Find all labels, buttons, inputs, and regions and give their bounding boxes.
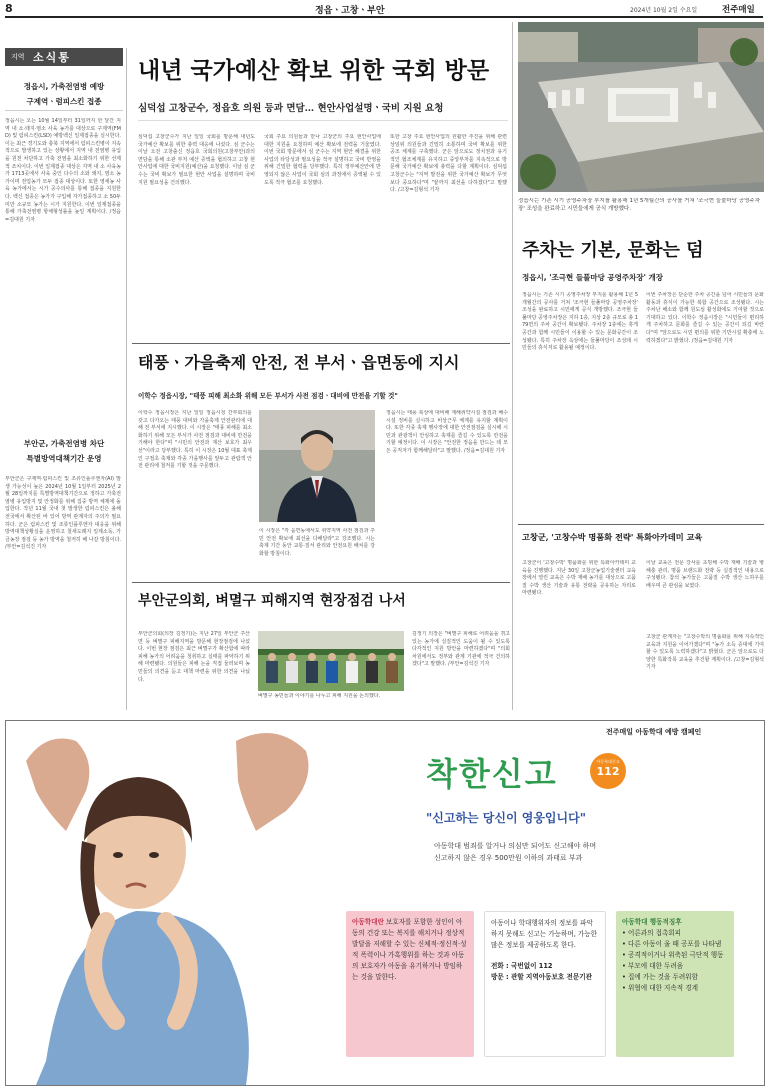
masthead-rule — [5, 16, 763, 18]
box3-title: 아동학대 행동적징후 — [622, 918, 682, 926]
ad-line2: 신고하지 않은 경우 500만원 이하의 과태료 부과 — [434, 854, 583, 862]
campaign-ad — [5, 720, 765, 1086]
ad-top-label: 전주매일 아동학대 예방 캠페인 — [606, 728, 702, 736]
parking-lot-photo — [518, 22, 764, 192]
ad-line1: 아동학대 범죄를 알거나 의심만 되어도 신고해야 하며 — [434, 842, 597, 850]
divider — [132, 582, 510, 583]
sidebar-item-subtitle: 특별방역대책기간 운영 — [26, 454, 102, 463]
sidebar-tag-region: 지역 — [11, 53, 25, 61]
buan-headline: 부안군의회, 벼멸구 피해지역 현장점검 나서 — [138, 593, 406, 609]
gochang-body-col1: 고창군이 '고창수박' 명품화를 위한 특화아카데미 교육을 진행했다. 지난 30일 고창군농업기술센터 교육장에서 열린 교육은 수박 재배 농가를 대상으로 고품질 수박 생산 기술과 유통 전략을 공유하는 자리로 마련됐다. — [522, 560, 636, 597]
badge-top-text: 아동학대신고 — [596, 759, 620, 764]
divider — [132, 343, 510, 344]
sidebar-item-body: 정읍시는 오는 10월 14일부터 31일까지 한 달간 지역 내 소·돼지·염소 사육 농가를 대상으로 구제역(FMD) 및 럼피스킨(LSD) 예방백신 일제접종을 실시한다. 이는 최근 경기도와 충북 지역에서 럼피스킨병이 지속적으로 발생하고 있는 상황에서 지역 내 전염병 유입을 원천 차단하고 가축 전염을 최소화하기 위한 선제적 조치이다. 이번 일제접종 대상은 지역 내 소 사육농가 1713곳에서 사육 중인 다수의 소와 돼지, 염소 농가이며 전업농가 모두 접종 대상이다. 또한 영세농 사육 농가에서는 시가 공수의사를 통해 접종을 지원한다. 백신 접종은 농가가 구입해 자가접종하고 소 50두 미만 소규모 농가는 시가 지원한다. 이번 일제접종을 통해 가축전염병 항체형성률을 높일 계획이다. /정읍=김대원 기자 — [5, 118, 121, 223]
sidebar — [5, 48, 123, 710]
parking-headline: 주차는 기본, 문화는 덤 — [522, 240, 704, 261]
list-item: • 집에 가는 것을 두려워함 — [622, 973, 698, 981]
lead-body-col2: 국회 주요 의원들과 만나 고창군의 주요 현안사업에 대한 지원을 요청하며 예산 확보에 전력을 기울였다. 이번 국회 방문에서 심 군수는 지역 현안 해결을 위한 사업의 타당성과 필요성을 적극 설명하고 국비 반영을 위해 긴밀한 협력을 당부했다. 특히 정부예산안에 반영되지 않은 사업이 국회 심의 과정에서 증액될 수 있도록 적극 협조를 요청했다. — [264, 134, 381, 186]
gochang-body-col2: 이날 교육은 전문 강사를 초빙해 수박 재배 기술과 병해충 관리, 명품 브랜드화 전략 등 실질적인 내용으로 구성됐다. 참석 농가들은 고품질 수박 생산 노하우를 배우며 큰 관심을 보였다. — [646, 560, 764, 589]
sidebar-item-title: 정읍시, 가축전염병 예방 — [23, 82, 105, 91]
box2-phone: 전화 : 국번없이 112 — [491, 962, 553, 970]
paper-name: 전주매일 — [722, 5, 755, 15]
sidebar-item-subtitle: 구제역ㆍ럼피스킨 접종 — [26, 97, 102, 106]
ad-title: 착한신고 — [426, 755, 558, 793]
info-box-signs — [616, 911, 734, 1057]
divider — [518, 524, 764, 525]
festival-subhead: 이학수 정읍시장, "태풍 피해 최소화 위해 모든 부서가 사전 점검ㆍ대비에 만전을 기할 것" — [138, 392, 398, 400]
festival-body-col3: 정읍시는 태풍 북상에 대비해 재해취약시설 점검과 배수시설 정비를 실시하고 비상근무 체계를 유지할 계획이다. 또한 각종 축제 행사장에 대한 안전점검을 실시해 시민과 관광객이 안심하고 축제를 즐길 수 있도록 만전을 기할 예정이다. 이 시장은 "안전한 정읍을 만드는 데 모든 공직자가 함께해달라"고 말했다. /정읍=김대원 기자 — [386, 410, 508, 454]
buan-body-col1: 부안군의회(의장 김정기)는 지난 27일 부안군 주산면 등 벼멸구 피해지역을 방문해 현장점검에 나섰다. 이번 현장 점검은 최근 벼멸구가 확산함에 따라 피해 농가의 어려움을 청취하고 실태를 파악하기 위해 마련됐다. 의원들은 피해 논을 직접 둘러보며 농민들의 의견을 듣고 대책 마련을 위한 의견을 나눴다. — [138, 631, 250, 683]
list-item: • 어른과의 접촉회피 — [622, 929, 682, 937]
ad-slogan: "신고하는 당신이 영웅입니다" — [426, 811, 586, 825]
issue-date: 2024년 10월 2일 수요일 — [630, 7, 698, 14]
mayor-photo — [259, 410, 375, 522]
list-item: • 부모에 대한 두려움 — [622, 962, 684, 970]
box1-text: 보호자를 포함한 성인이 아동의 건강 또는 복지를 해치거나 정상적 발달을 저해할 수 있는 신체적·정신적·성적 폭력이나 가혹행위를 하는 것과 아동의 보호자가 아동을 유기하거나 방임하는 것을 말한다. — [352, 918, 467, 981]
box1-title: 아동학대란 — [352, 918, 384, 926]
gochang-headline: 고창군, '고창수박 명품화 전략' 특화아카데미 교육 — [522, 532, 703, 542]
lead-subhead: 심덕섭 고창군수, 정읍호 의원 등과 면담… 현안사업설명ㆍ국비 지원 요청 — [138, 103, 444, 114]
divider — [138, 120, 508, 121]
parking-subhead: 정읍시, '조극현 들풀마당 공영주차장' 개장 — [522, 273, 664, 282]
festival-body-col1: 이학수 정읍시장은 지난 일일 정읍시청 간부회의를 갖고 다가오는 태풍 대비와 가을축제 안전관리에 대해 전 부서에 지시했다. 이 시장은 "태풍 피해를 최소화하기 위해 모든 부서가 사전 점검과 대비에 만전을 기해야 한다"며 "시민의 안전과 재산 보호가 최우선"이라고 당부했다. 특히 이 시장은 10월 대표 축제인 구절초 축제와 각종 가을행사를 앞두고 관람객 안전 관리에 철저를 기할 것을 주문했다. — [138, 410, 252, 470]
festival-body-col2: 이 시장은 "각 읍면동에서도 취약지역 사전 점검과 주민 안전 확보에 최선을 다해달라"고 강조했다. 시는 축제 기간 동안 교통·질서 관리와 안전요원 배치를 강화할 방침이다. — [259, 528, 375, 557]
buan-body-col3: 김정기 의장은 "벼멸구 피해로 어려움을 겪고 있는 농가에 실질적인 도움이 될 수 있도록 다각적인 지원 방안을 마련하겠다"며 "의회 차원에서도 정부와 관계 기관에 적극 건의하겠다"고 말했다. /부안=김석진 기자 — [412, 631, 510, 668]
parking-photo-caption: 정읍시는 기존 시기 공영주차장 부지를 활용해 1년 5개월간의 공사를 거쳐 '조극현 들풀마당 공영주차장' 조성을 완료하고 시민들에게 공식 개방했다. — [518, 198, 761, 212]
parking-body-col2: 이번 주차장은 단순한 주차 공간을 넘어 시민들의 문화 활동과 휴식이 가능한 복합 공간으로 조성됐다. 시는 주차난 해소와 함께 원도심 활성화에도 기여할 것으로 기대하고 있다. 이학수 정읍시장은 "시민들이 편리하게 주차하고 문화를 즐길 수 있는 공간이 되길 바란다"며 "앞으로도 시민 편의를 위한 기반시설 확충에 노력하겠다"고 밝혔다. /정읍=김대원 기자 — [646, 292, 764, 344]
report-badge — [590, 753, 626, 789]
lead-body-col1: 심덕섭 고창군수가 지난 일일 국회를 방문해 내년도 국가예산 확보를 위한 총력 대응에 나섰다. 심 군수는 이날 오전 고창출신 정읍호 국회의원(고창부안)과의 면담을 통해 소관 부처 예산 증액을 협의하고 고창 현안사업에 대한 국비지원(예산)을 요청했다. 이날 심 군수는 국비 확보가 필요한 현안 사업을 설명하며 국비 지원 필요성을 건의했다. — [138, 134, 255, 186]
lead-body-col3: 또한 고창 주요 현안사업의 원활한 추진을 위해 관련 상임위 의원들과 긴밀히 소통하며 국비 확보를 위한 공조 체계를 구축했다. 군은 앞으로도 정치권과 유기적인 협조체계를 유지하고 중앙부처를 지속적으로 방문해 국가예산 확보에 총력을 다할 계획이다. 심덕섭 고창군수는 "지역 발전을 위한 국가예산 확보가 무엇보다 중요하다"며 "끝까지 최선을 다하겠다"고 말했다. /고창=김형석 기자 — [390, 134, 507, 194]
sidebar-tag-title: 소식통 — [33, 51, 71, 64]
sidebar-item-body: 부안군은 구제역·럼피스킨 및 조류인플루엔자(AI) 발생 가능성이 높은 2024년 10월 1일부터 2025년 2월 28일까지를 특별방역대책기간으로 정하고 가축전염병 유입방지 및 안정화를 위해 집중 방역 체제에 돌입한다. 작년 11월 국내 첫 발생한 럼피스킨은 올해 전국에서 확산된 바 있어 방역 관계자의 주의가 필요하다. 군은 럼피스킨 및 조류인플루엔자 대응을 위해 방역대책상황실을 운영하고 철새도래지 일제소독, 가금농장 점검 등 농가 방역을 철저히 해 나갈 방침이다. /부안=김석진 기자 — [5, 476, 121, 551]
box2-text: 아동이나 학대행위자의 정보를 파악하지 못해도 신고는 가능하며, 가능한 많은 정보를 제공하도록 한다. — [491, 919, 598, 949]
page-number: 8 — [5, 2, 13, 15]
sidebar-item-title: 부안군, 가축전염병 차단 — [23, 439, 105, 448]
field-inspection-photo — [258, 631, 404, 691]
list-item: • 공격적이거나 위축된 극단적 행동 — [622, 951, 724, 959]
box2-visit: 방문 : 관할 지역아동보호 전문기관 — [491, 973, 592, 981]
list-item: • 다른 아동이 울 때 공포를 나타냄 — [622, 940, 722, 948]
child-illustration — [6, 721, 336, 1085]
festival-headline: 태풍ㆍ가을축제 안전, 전 부서ㆍ읍면동에 지시 — [138, 353, 460, 372]
list-item: • 위협에 대한 지속적 경계 — [622, 984, 698, 992]
badge-number: 112 — [596, 765, 620, 778]
parking-body-col1: 정읍시는 기존 시기 공영주차장 부지를 활용해 1년 5개월간의 공사를 거쳐 '조극현 들풀마당 공영주차장' 조성을 완료하고 시민에게 공식 개방했다. 조극현 들풀마당 공영주차장은 지하 1층, 지상 2층 규모로 총 179면의 주차 공간이 확보됐다. 주차장 1층에는 휴게 공간과 함께 시민들이 이용할 수 있는 문화공간이 조성됐다. 특히 주차장 옥상에는 들풀마당이 조성돼 시민들의 휴식처로 활용될 예정이다. — [522, 292, 638, 352]
lead-headline: 내년 국가예산 확보 위한 국회 방문 — [138, 57, 490, 84]
info-box-howto — [484, 911, 606, 1057]
divider — [5, 110, 123, 111]
gochang-body-col3: 고창군 관계자는 "고창수박의 명품화를 위해 지속적인 교육과 지원을 이어가겠다"며 "농가 소득 증대에 기여할 수 있도록 노력하겠다"고 밝혔다. 군은 앞으로도 다양한 특화작목 교육을 추진할 계획이다. /고창=김형석 기자 — [646, 634, 764, 671]
info-box-definition — [346, 911, 474, 1057]
column-rule — [512, 22, 513, 710]
sidebar-rule — [126, 48, 127, 710]
buan-photo-caption: 벼멸구 농민들과 이야기를 나누고 피해 지원을 논의했다. — [258, 693, 381, 699]
section-name: 정읍ㆍ고창ㆍ부안 — [315, 6, 385, 16]
sidebar-tag — [5, 48, 123, 66]
